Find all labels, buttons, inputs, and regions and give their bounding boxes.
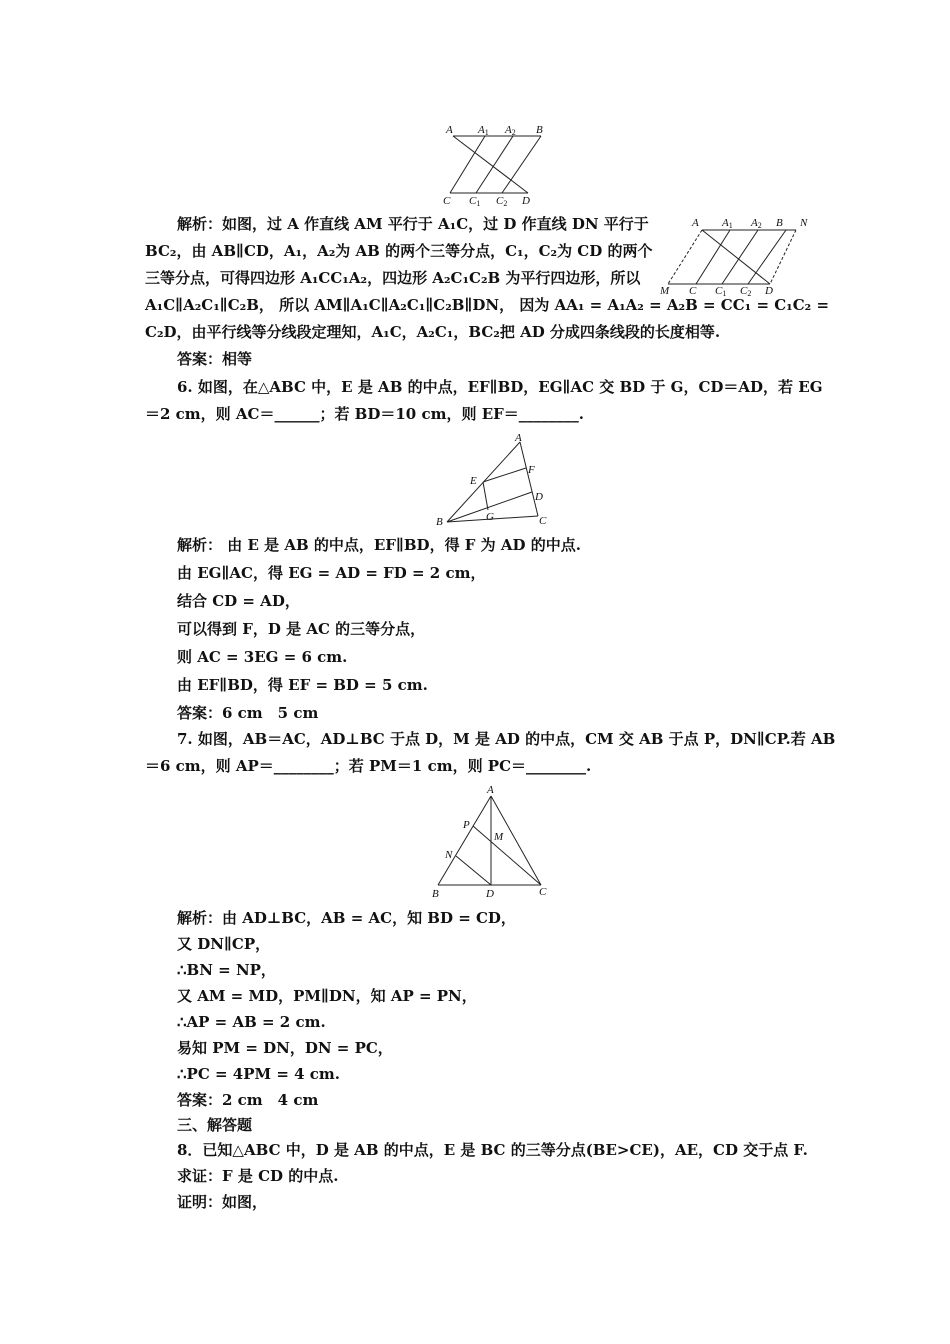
q7-solution-line-6: 易知 PM = DN，DN = PC， xyxy=(177,1039,393,1057)
label-F: F xyxy=(528,464,535,476)
q7-stem-line-1: 7. 如图，AB＝AC，AD⊥BC 于点 D，M 是 AD 的中点，CM 交 AB 于点 P，DN∥CP.若 AB xyxy=(177,730,836,748)
figure-isosceles-triangle xyxy=(426,782,561,904)
figure-triangle-efg xyxy=(432,432,557,532)
label-A1: A1 xyxy=(478,124,489,137)
label-P: P xyxy=(463,819,470,831)
q7-solution xyxy=(177,905,817,1113)
figure-parallelogram-small xyxy=(440,122,550,207)
q6-stem-line-1: 6. 如图，在△ABC 中，E 是 AB 的中点，EF∥BD，EG∥AC 交 BD 于 G，CD＝AD，若 EG xyxy=(177,378,823,396)
label-B: B xyxy=(432,888,439,900)
q8-line-3: 证明：如图， xyxy=(177,1193,268,1211)
label-D: D xyxy=(765,285,773,297)
label-C1: C1 xyxy=(715,285,727,298)
label-D: D xyxy=(535,491,543,503)
q6-solution-line-1: 解析： 由 E 是 AB 的中点，EF∥BD，得 F 为 AD 的中点. xyxy=(177,536,581,554)
q8 xyxy=(177,1137,817,1215)
label-M: M xyxy=(494,831,504,843)
q7-stem xyxy=(145,726,836,780)
q8-line-1: 8．已知△ABC 中，D 是 AB 的中点，E 是 BC 的三等分点(BE>CE)，AE，CD 交于点 F. xyxy=(177,1141,808,1159)
q5-analysis-line-5: C₂D，由平行线等分线段定理知，A₁C，A₂C₁，BC₂把 AD 分成四条线段的长度相等. xyxy=(145,323,721,341)
label-M: M xyxy=(660,285,670,297)
label-A: A xyxy=(487,784,494,796)
label-D: D xyxy=(486,888,494,900)
q5-analysis-line-4: A₁C∥A₂C₁∥C₂B， 所以 AM∥A₁C∥A₂C₁∥C₂B∥DN， 因为 AA₁ = A₁A₂ = A₂B = CC₁ = C₁C₂ = xyxy=(145,296,830,314)
label-C1: C1 xyxy=(469,195,481,208)
q6-solution-line-2: 由 EG∥AC，得 EG = AD = FD = 2 cm， xyxy=(177,564,486,582)
label-C2: C2 xyxy=(740,285,752,298)
label-E: E xyxy=(470,475,477,487)
q5-analysis-line-3: 三等分点，可得四边形 A₁CC₁A₂，四边形 A₂C₁C₂B 为平行四边形，所以 xyxy=(145,269,641,287)
label-A: A xyxy=(515,432,522,444)
q6-answer: 答案：6 cm 5 cm xyxy=(177,704,319,722)
q5-answer: 答案：相等 xyxy=(177,350,253,368)
q6-solution-line-4: 可以得到 F，D 是 AC 的三等分点， xyxy=(177,620,426,638)
figure-triangle-efg-svg xyxy=(432,432,557,532)
label-G: G xyxy=(486,511,494,523)
label-C2: C2 xyxy=(496,195,508,208)
label-A: A xyxy=(446,124,453,136)
q7-stem-line-2: ＝6 cm，则 AP＝________；若 PM＝1 cm，则 PC＝________. xyxy=(145,757,592,775)
label-C: C xyxy=(443,195,451,207)
label-C: C xyxy=(539,886,547,898)
q7-answer: 答案：2 cm 4 cm xyxy=(177,1091,319,1109)
label-B: B xyxy=(536,124,543,136)
label-A: A xyxy=(692,217,699,229)
label-N: N xyxy=(800,217,808,229)
q7-solution-line-1: 解析：由 AD⊥BC，AB = AC，知 BD = CD， xyxy=(177,909,516,927)
q5-analysis-line-1: 解析：如图，过 A 作直线 AM 平行于 A₁C，过 D 作直线 DN 平行于 xyxy=(177,215,649,233)
q7-solution-line-7: ∴PC = 4PM = 4 cm. xyxy=(177,1065,340,1083)
label-A2: A2 xyxy=(505,124,516,137)
label-B: B xyxy=(776,217,783,229)
q7-solution-line-5: ∴AP = AB = 2 cm. xyxy=(177,1013,326,1031)
q6-stem-line-2: ＝2 cm，则 AC＝______；若 BD＝10 cm，则 EF＝________. xyxy=(145,405,585,423)
label-C: C xyxy=(689,285,697,297)
q6-solution xyxy=(177,531,817,727)
q6-solution-line-5: 则 AC = 3EG = 6 cm. xyxy=(177,648,348,666)
figure-parallelogram-small-svg xyxy=(440,122,550,207)
figure-isosceles-triangle-svg xyxy=(426,782,561,904)
q8-line-2: 求证：F 是 CD 的中点. xyxy=(177,1167,339,1185)
section-title: 三、解答题 xyxy=(177,1116,253,1134)
q6-stem xyxy=(145,374,823,428)
q5-analysis-line-2: BC₂，由 AB∥CD，A₁，A₂为 AB 的两个三等分点，C₁，C₂为 CD 的两个 xyxy=(145,242,653,260)
q7-solution-line-3: ∴BN = NP， xyxy=(177,961,276,979)
q5-analysis xyxy=(145,211,830,373)
label-A2: A2 xyxy=(751,217,762,230)
label-A1: A1 xyxy=(722,217,733,230)
label-N: N xyxy=(445,849,453,861)
q7-solution-line-2: 又 DN∥CP， xyxy=(177,935,271,953)
label-B: B xyxy=(436,516,443,528)
q6-solution-line-3: 结合 CD = AD， xyxy=(177,592,300,610)
q6-solution-line-6: 由 EF∥BD，得 EF = BD = 5 cm. xyxy=(177,676,428,694)
label-D: D xyxy=(522,195,530,207)
q7-solution-line-4: 又 AM = MD，PM∥DN，知 AP = PN， xyxy=(177,987,477,1005)
label-C: C xyxy=(539,515,547,527)
